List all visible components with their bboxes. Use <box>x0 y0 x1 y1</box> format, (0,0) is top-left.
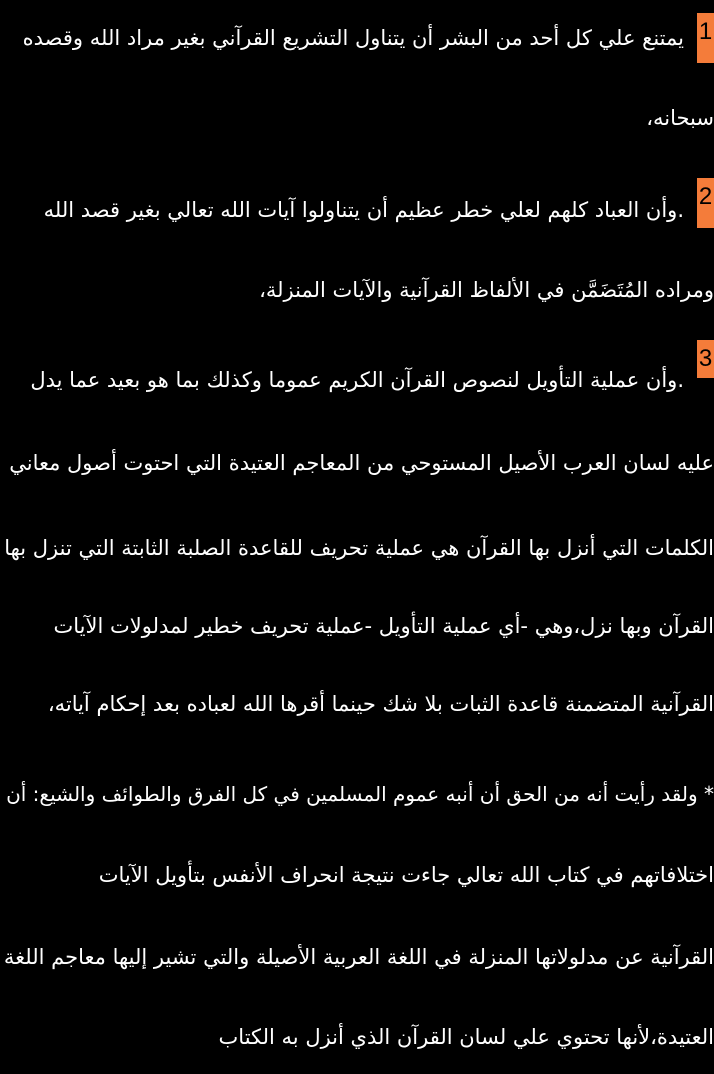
paragraph-line: .وأن العباد كلهم لعلي خطر عظيم أن يتناولوا آيات الله تعالي بغير قصد الله <box>43 198 684 222</box>
paragraph-line: ومراده المُتَضَمَّن في الألفاظ القرآنية والآيات المنزلة، <box>259 278 714 302</box>
paragraph-line: القرآنية المتضمنة قاعدة الثبات بلا شك حينما أقرها الله لعباده بعد إحكام آياته، <box>47 692 714 716</box>
paragraph-number-badge: 2 <box>697 178 714 228</box>
paragraph-line: سبحانه، <box>646 106 714 130</box>
paragraph-line: القرآن وبها نزل،وهي -أي عملية التأويل -عملية تحريف خطير لمدلولات الآيات <box>53 614 714 638</box>
paragraph-line: يمتنع علي كل أحد من البشر أن يتناول التشريع القرآني بغير مراد الله وقصده <box>22 26 684 50</box>
paragraph-line: * ولقد رأيت أنه من الحق أن أنبه عموم المسلمين في كل الفرق والطوائف والشيع: أن <box>6 782 714 806</box>
paragraph-line: الكلمات التي أنزل بها القرآن هي عملية تحريف للقاعدة الصلبة الثابتة التي تنزل بها <box>4 536 714 560</box>
paragraph-line: اختلافاتهم في كتاب الله تعالي جاءت نتيجة انحراف الأنفس بتأويل الآيات <box>98 863 714 887</box>
paragraph-line: .وأن عملية التأويل لنصوص القرآن الكريم عموما وكذلك بما هو بعيد عما يدل <box>30 368 684 392</box>
paragraph-number-badge: 1 <box>697 13 714 63</box>
paragraph-line: العتيدة،لأنها تحتوي علي لسان القرآن الذي أنزل به الكتاب <box>218 1025 714 1049</box>
paragraph-number-badge: 3 <box>697 340 714 378</box>
paragraph-line: القرآنية عن مدلولاتها المنزلة في اللغة العربية الأصيلة والتي تشير إليها معاجم اللغة <box>3 945 714 969</box>
paragraph-line: عليه لسان العرب الأصيل المستوحي من المعاجم العتيدة التي احتوت أصول معاني <box>9 451 714 475</box>
